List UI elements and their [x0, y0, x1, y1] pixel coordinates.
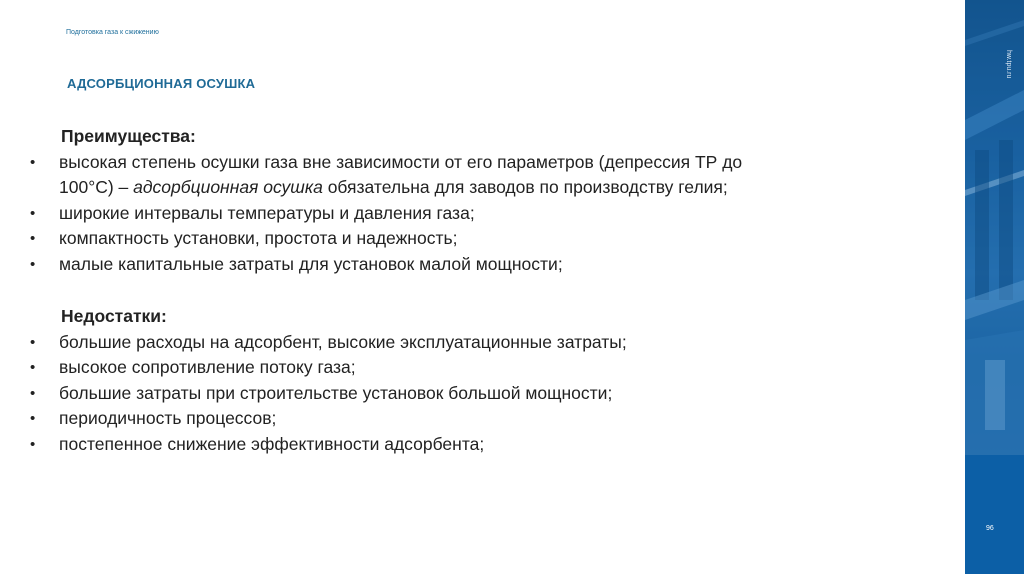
side-url: hw.tpu.ru: [1005, 50, 1012, 79]
advantage-item-line2-italic: адсорбционная осушка: [133, 177, 323, 197]
disadvantage-item-text: периодичность процессов;: [59, 408, 277, 428]
page-number: 96: [986, 525, 994, 532]
bullet-icon: •: [30, 204, 36, 222]
advantage-item-text: компактность установки, простота и надежность;: [59, 228, 458, 248]
advantage-item-line2-prefix: 100°С) –: [59, 177, 134, 197]
advantage-item-text: малые капитальные затраты для установок малой мощности;: [59, 253, 563, 274]
disadvantage-item: [0, 381, 940, 407]
disadvantage-item: [0, 355, 940, 381]
advantage-item: [0, 201, 940, 227]
advantages-heading: Преимущества:: [61, 126, 196, 146]
advantage-item: [0, 252, 940, 278]
disadvantage-item-text: большие затраты при строительстве установок большой мощности;: [59, 382, 613, 403]
disadvantage-item-text: высокое сопротивление потоку газа;: [59, 357, 356, 377]
disadvantage-item: [0, 406, 940, 432]
slide-content: [0, 124, 940, 457]
advantage-item: [0, 226, 940, 252]
breadcrumb: Подготовка газа к сжижению: [66, 29, 159, 36]
section-spacer: [0, 277, 940, 304]
bullet-icon: •: [30, 384, 36, 402]
disadvantage-item: [0, 330, 940, 356]
bullet-icon: •: [30, 359, 36, 376]
disadvantages-heading: Недостатки:: [61, 306, 167, 326]
side-band-bottom: [965, 455, 1024, 574]
bullet-icon: •: [30, 435, 36, 453]
advantage-item: [0, 150, 940, 201]
slide-title: АДСОРБЦИОННАЯ ОСУШКА: [67, 76, 256, 91]
disadvantage-item-text: постепенное снижение эффективности адсорбента;: [59, 433, 485, 454]
bullet-icon: •: [30, 153, 36, 171]
bullet-icon: •: [30, 255, 36, 273]
bullet-icon: •: [30, 410, 36, 427]
advantage-item-line1: высокая степень осушки газа вне зависимости от его параметров (депрессия ТР до: [59, 151, 743, 172]
bullet-icon: •: [30, 333, 36, 351]
disadvantage-item: [0, 432, 940, 458]
bullet-icon: •: [30, 230, 36, 247]
advantage-item-text: широкие интервалы температуры и давления газа;: [59, 202, 475, 223]
advantage-item-line2-suffix: обязательна для заводов по производству гелия;: [322, 177, 728, 197]
disadvantage-item-text: большие расходы на адсорбент, высокие эксплуатационные затраты;: [59, 331, 627, 352]
